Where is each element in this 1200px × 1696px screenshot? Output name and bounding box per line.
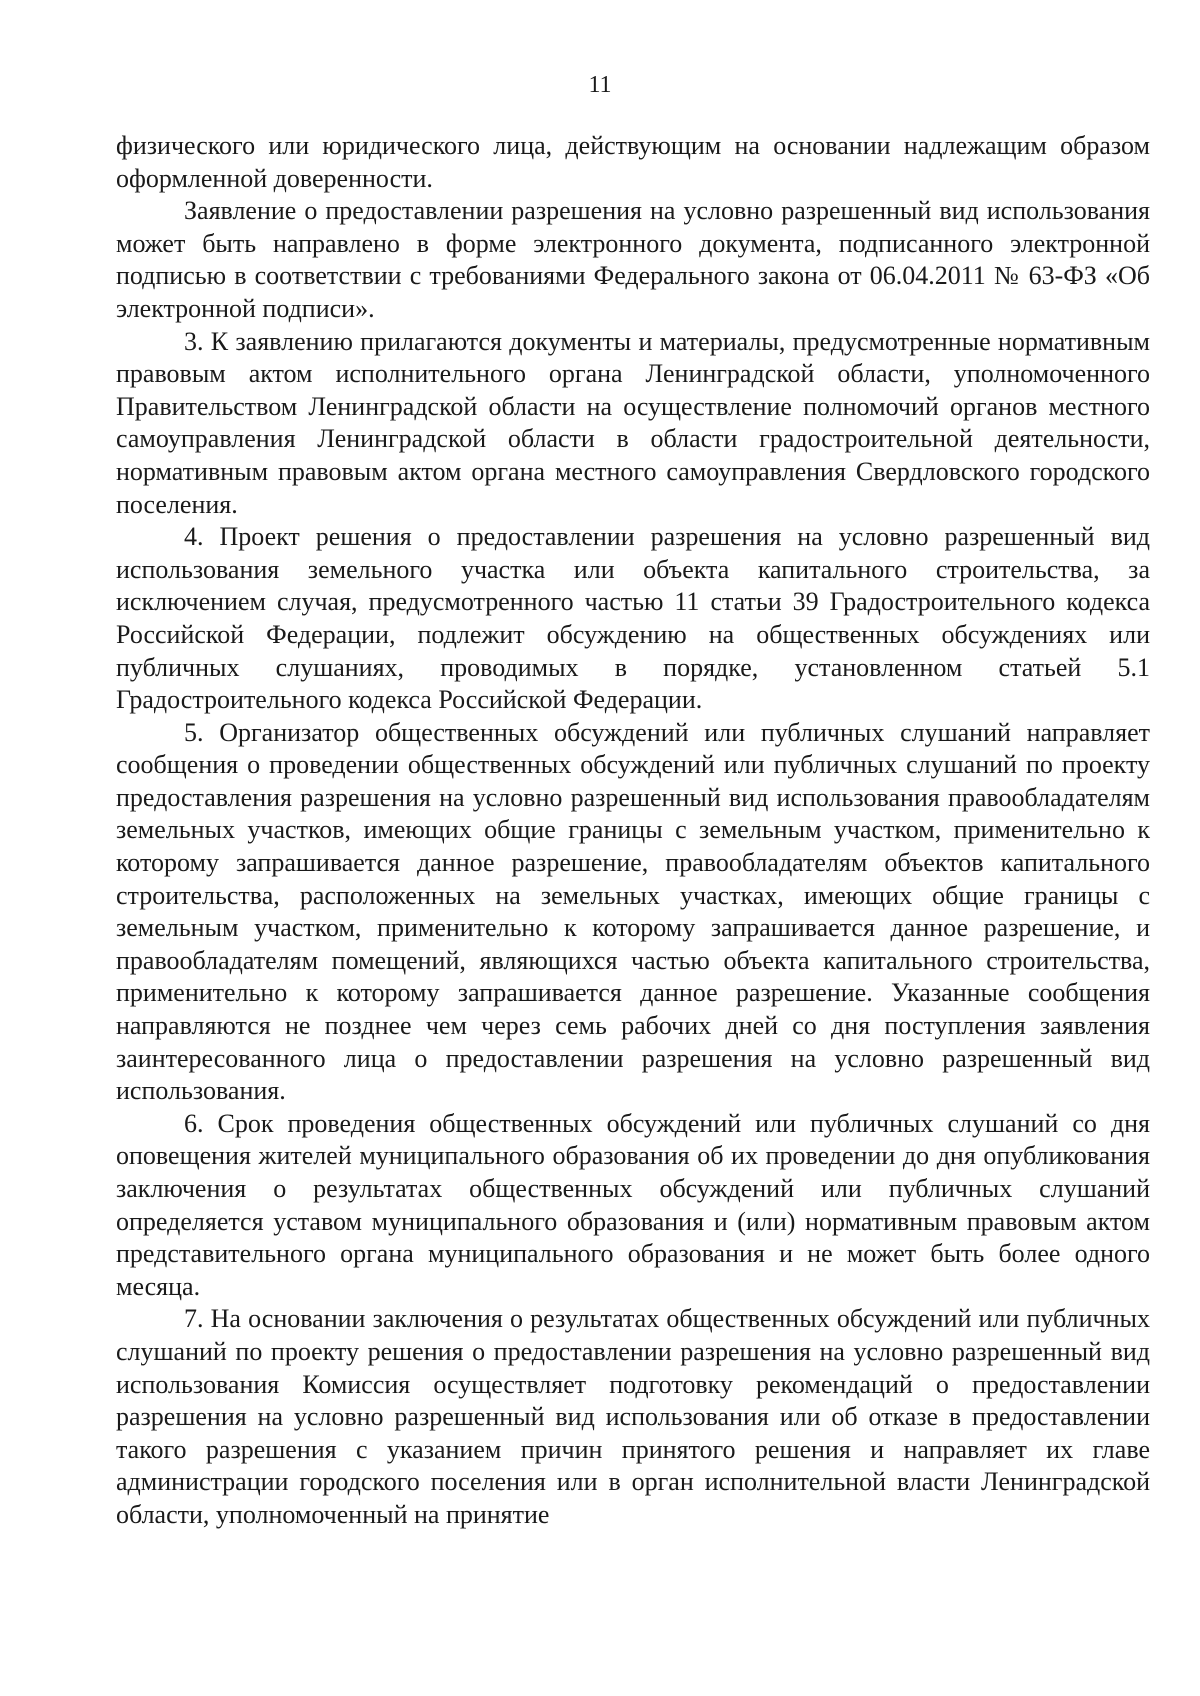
paragraph-electronic-application: Заявление о предоставлении разрешения на условно разрешенный вид использования может быть направлено в форме электронного документа, подписанного электронной подписью в соответствии с требованиями Федерального закона от 06.04.2011 № 63-ФЗ «Об электронной подписи». [116, 196, 1150, 323]
paragraph-item-6: 6. Срок проведения общественных обсуждений или публичных слушаний со дня оповещения жителей муниципального образования об их проведении до дня опубликования заключения о результатах общественных обсуждений или публичных слушаний определяется уставом муниципального образования и (или) нормативным правовым актом представительного органа муниципального образования и не может быть более одного месяца. [116, 1108, 1150, 1301]
document-body [116, 130, 1150, 1532]
page-number: 11 [588, 72, 612, 98]
paragraph-item-5: 5. Организатор общественных обсуждений или публичных слушаний направляет сообщения о проведении общественных обсуждений или публичных слушаний по проекту предоставления разрешения на условно разрешенный вид использования правообладателям земельных участков, имеющих общие границы с земельным участком, применительно к которому запрашивается данное разрешение, правообладателям объектов капитального строительства, расположенных на земельных участках, имеющих общие границы с земельным участком, применительно к которому запрашивается данное разрешение, и правообладателям помещений, являющихся частью объекта капитального строительства, применительно к которому запрашивается данное разрешение. Указанные сообщения направляются не позднее чем через семь рабочих дней со дня поступления заявления заинтересованного лица о предоставлении разрешения на условно разрешенный вид использования. [116, 717, 1150, 1106]
paragraph-item-7: 7. На основании заключения о результатах общественных обсуждений или публичных слушаний по проекту решения о предоставлении разрешения на условно разрешенный вид использования Комиссия осуществляет подготовку рекомендаций о предоставлении разрешения на условно разрешенный вид использования или об отказе в предоставлении такого разрешения с указанием причин принятого решения и направляет их главе администрации городского поселения или в орган исполнительной власти Ленинградской области, уполномоченный на принятие [116, 1304, 1150, 1529]
paragraph-item-4: 4. Проект решения о предоставлении разрешения на условно разрешенный вид использования земельного участка или объекта капитального строительства, за исключением случая, предусмотренного частью 11 статьи 39 Градостроительного кодекса Российской Федерации, подлежит обсуждению на общественных обсуждениях или публичных слушаниях, проводимых в порядке, установленном статьей 5.1 Градостроительного кодекса Российской Федерации. [116, 522, 1150, 715]
paragraph-item-3: 3. К заявлению прилагаются документы и материалы, предусмотренные нормативным правовым актом исполнительного органа Ленинградской области, уполномоченного Правительством Ленинградской области на осуществление полномочий органов местного самоуправления Ленинградской области в области градостроительной деятельности, нормативным правовым актом органа местного самоуправления Свердловского городского поселения. [116, 326, 1150, 519]
paragraph-continuation: физического или юридического лица, действующим на основании надлежащим образом оформленной доверенности. [116, 131, 1150, 193]
